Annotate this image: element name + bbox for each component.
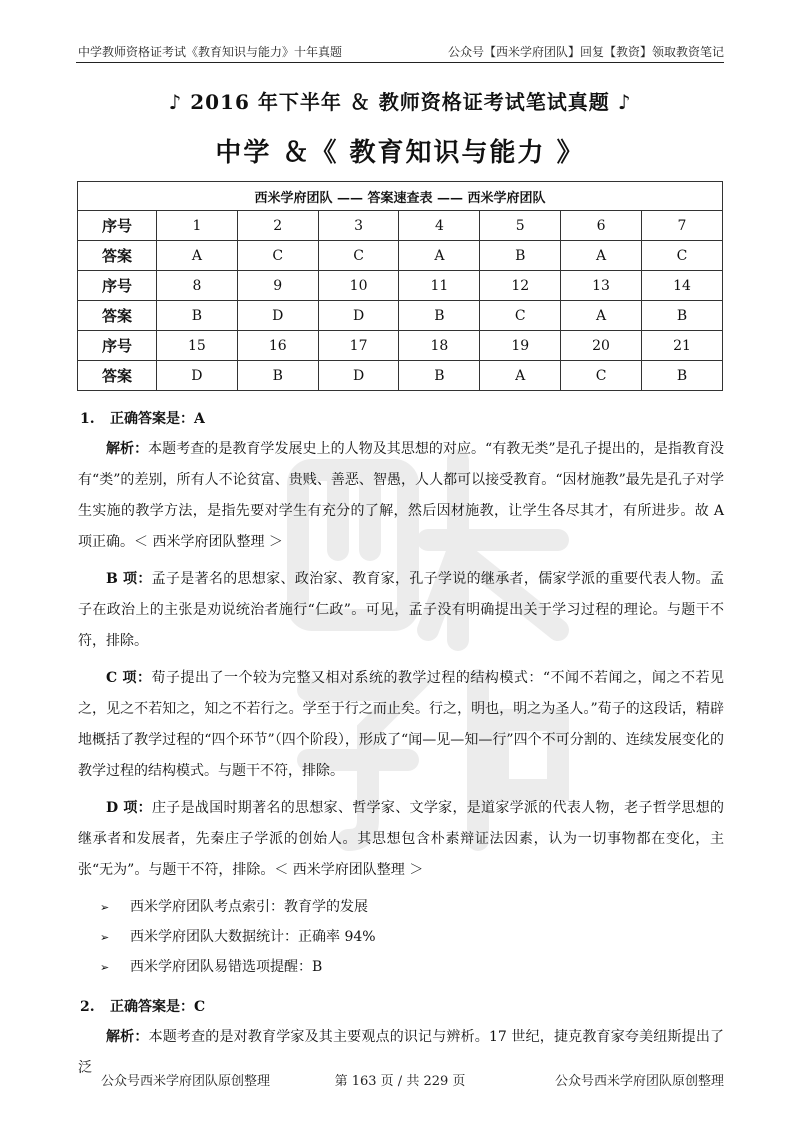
table-cell: D [318, 361, 399, 391]
page-number: 第 163 页 / 共 229 页 [334, 1074, 466, 1089]
arrow-bullet-icon: ➢ [100, 901, 110, 914]
page-header [76, 40, 724, 63]
row-label: 答案 [78, 241, 157, 271]
table-cell: 19 [480, 331, 561, 361]
table-cell: D [318, 301, 399, 331]
table-cell: C [480, 301, 561, 331]
table-cell: 11 [399, 271, 480, 301]
row-label: 答案 [78, 361, 157, 391]
row-label: 序号 [78, 331, 157, 361]
table-cell: 5 [480, 211, 561, 241]
note-text: 西米学府团队考点索引：教育学的发展 [130, 899, 368, 915]
table-cell: 4 [399, 211, 480, 241]
note-text: 西米学府团队易错选项提醒：B [130, 959, 323, 975]
table-cell: D [157, 361, 238, 391]
table-cell: 2 [237, 211, 318, 241]
table-cell: 10 [318, 271, 399, 301]
question-1-heading [80, 404, 724, 434]
table-row [78, 271, 723, 301]
question-number: 1. [80, 411, 95, 427]
table-cell: 1 [157, 211, 238, 241]
label: D 项： [106, 800, 152, 816]
question-answer-line: 正确答案是：A [110, 411, 205, 427]
table-cell: A [561, 301, 642, 331]
table-cell: B [157, 301, 238, 331]
table-cell: 12 [480, 271, 561, 301]
table-cell: 13 [561, 271, 642, 301]
text: 庄子是战国时期著名的思想家、哲学家、文学家，是道家学派的代表人物，老子哲学思想的继承者和发展者，先秦庄子学派的创始人。其思想包含朴素辩证法因素，认为一切事物都在变化，主张“无为”。与题干不符，排除。＜ 西米学府团队整理 ＞ [78, 800, 725, 878]
table-cell: A [399, 241, 480, 271]
q1-option-d [78, 793, 724, 886]
q1-notes [78, 892, 724, 982]
arrow-bullet-icon: ➢ [100, 931, 110, 944]
table-cell: B [237, 361, 318, 391]
row-label: 序号 [78, 271, 157, 301]
answer-table-caption: 西米学府团队 —— 答案速查表 —— 西米学府团队 [78, 182, 723, 211]
table-cell: C [641, 241, 722, 271]
table-cell: 16 [237, 331, 318, 361]
text: 荀子提出了一个较为完整又相对系统的教学过程的结构模式：“不闻不若闻之，闻之不若见之，见之不若知之，知之不若行之。学至于行之而止矣。行之，明也，明之为圣人。”荀子的这段话，精辟地概括了教学过程的“四个环节”（四个阶段），形成了“闻—见—知—行”四个不可分割的、连续发展变化的教学过程的结构模式。与题干不符，排除。 [78, 670, 724, 779]
table-cell: C [237, 241, 318, 271]
table-cell: 7 [641, 211, 722, 241]
question-2-heading [80, 992, 724, 1022]
label: C 项： [106, 670, 152, 686]
text: 孟子是著名的思想家、政治家、教育家，孔子学说的继承者，儒家学派的重要代表人物。孟子在政治上的主张是劝说统治者施行“仁政”。可见，孟子没有明确提出关于学习过程的理论。与题干不符，排除。 [78, 571, 724, 649]
table-cell: 3 [318, 211, 399, 241]
list-item [78, 922, 724, 952]
question-number: 2. [80, 999, 95, 1015]
table-cell: 18 [399, 331, 480, 361]
footer-left-text: 公众号西米学府团队原创整理 [101, 1074, 271, 1089]
table-cell: C [561, 361, 642, 391]
table-row [78, 301, 723, 331]
table-cell: A [157, 241, 238, 271]
table-cell: A [561, 241, 642, 271]
q1-option-b [78, 564, 724, 657]
table-cell: 9 [237, 271, 318, 301]
subject-title: 中学 ＆《 教育知识与能力 》 [215, 138, 585, 168]
question-answer-line: 正确答案是：C [110, 999, 206, 1015]
answer-table [77, 181, 723, 391]
row-label: 答案 [78, 301, 157, 331]
table-cell: B [399, 361, 480, 391]
table-cell: 20 [561, 331, 642, 361]
list-item [78, 952, 724, 982]
text: 本题考查的是对教育学家及其主要观点的识记与辨析。17 世纪，捷克教育家夸美纽斯提出了泛 [78, 1029, 725, 1076]
table-row [78, 331, 723, 361]
table-cell: A [480, 361, 561, 391]
header-right-text: 公众号【西米学府团队】回复【教资】领取教资笔记 [447, 45, 724, 59]
label: B 项： [106, 571, 152, 587]
label: 解析： [106, 1029, 149, 1045]
note-text: 西米学府团队大数据统计：正确率 94% [130, 929, 376, 945]
table-cell: C [318, 241, 399, 271]
arrow-bullet-icon: ➢ [100, 961, 110, 974]
explanations [78, 404, 724, 1090]
list-item [78, 892, 724, 922]
table-cell: 6 [561, 211, 642, 241]
q1-option-c [78, 663, 724, 787]
table-cell: B [480, 241, 561, 271]
footer-right-text: 公众号西米学府团队原创整理 [554, 1074, 724, 1089]
row-label: 序号 [78, 211, 157, 241]
table-cell: D [237, 301, 318, 331]
table-cell: B [399, 301, 480, 331]
table-row [78, 211, 723, 241]
table-row [78, 361, 723, 391]
text: 本题考查的是教育学发展史上的人物及其思想的对应。“有教无类”是孔子提出的，是指教育没有“类”的差别，所有人不论贫富、贵贱、善恶、智愚，人人都可以接受教育。“因材施教”最先是孔子对学生实施的教学方法，是指先要对学生有充分的了解，然后因材施教，让学生各尽其才，有所进步。故 A 项正确。＜ 西米学府团队整理 ＞ [78, 441, 725, 550]
label: 解析： [106, 441, 149, 457]
table-cell: 17 [318, 331, 399, 361]
table-row [78, 241, 723, 271]
q1-analysis [78, 434, 724, 558]
header-left-text: 中学教师资格证考试《教育知识与能力》十年真题 [78, 45, 343, 59]
table-cell: 21 [641, 331, 722, 361]
table-cell: 15 [157, 331, 238, 361]
table-cell: B [641, 301, 722, 331]
table-cell: B [641, 361, 722, 391]
exam-title: ♪ 2016 年下半年 ＆ 教师资格证考试笔试真题 ♪ [168, 90, 632, 114]
table-cell: 14 [641, 271, 722, 301]
table-cell: 8 [157, 271, 238, 301]
